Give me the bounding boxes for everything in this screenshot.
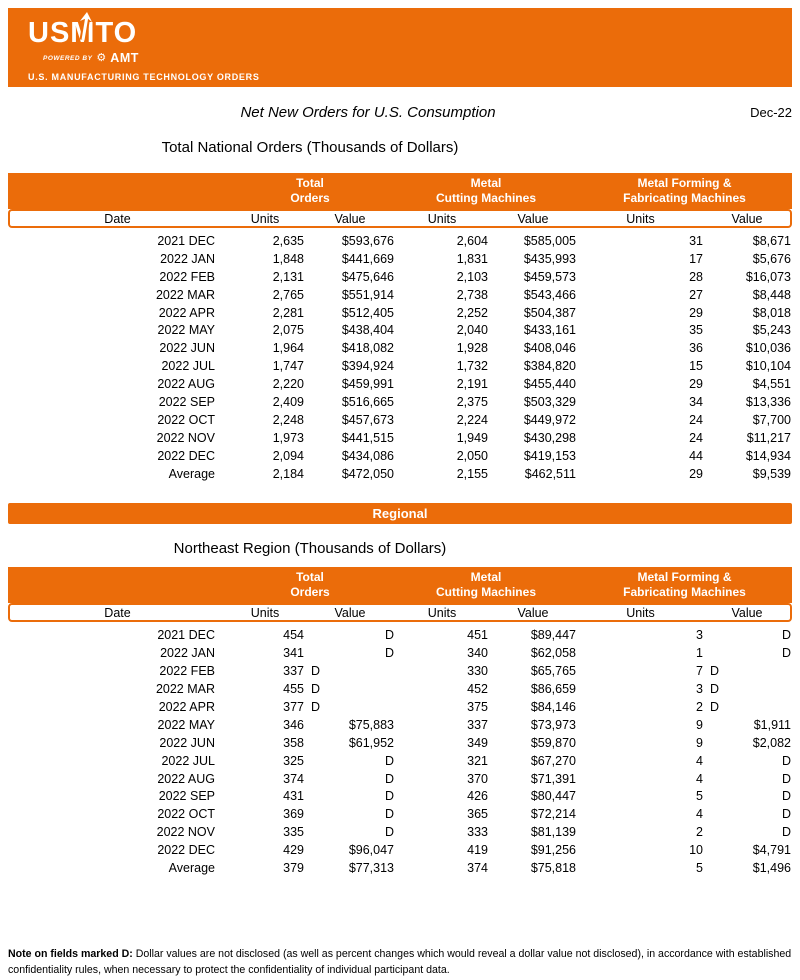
value-cell: $438,404 [341,323,394,338]
value-cell: 36 [689,341,703,356]
northeast-section-title: Northeast Region (Thousands of Dollars) [173,540,447,558]
value-cell: D [781,807,791,822]
value-cell: $91,256 [530,843,576,858]
table-row [8,321,792,339]
table-row [8,841,792,859]
value-cell: $67,270 [530,753,576,768]
value-cell: 369 [283,807,304,822]
value-cell: $16,073 [745,269,791,284]
group-header-metal-cutting [395,176,577,209]
value-cell: 2,375 [456,394,488,409]
value-cell: 4 [696,771,703,786]
date-cell: 2022 FEB [159,269,215,284]
column-header-units: Units [427,605,457,620]
group-header-line: Total [296,570,324,585]
table-row [8,770,792,788]
value-cell: $5,243 [752,323,791,338]
value-cell: $77,313 [348,860,394,875]
date-cell: 2022 SEP [158,394,215,409]
value-cell: $419,153 [523,448,576,463]
column-header-units: Units [626,605,655,620]
value-cell: 2,409 [272,394,304,409]
value-cell: 2,220 [272,377,304,392]
national-table-rows [8,228,792,482]
logo-arrow-icon [75,10,95,42]
value-cell: $71,391 [530,771,576,786]
date-cell: 2022 AUG [157,377,215,392]
value-cell: D [781,628,791,643]
group-header-line: Orders [290,191,330,205]
table-row [8,268,792,286]
table-group-header [8,567,792,603]
value-cell: $384,820 [523,359,576,374]
value-cell: $89,447 [530,628,576,643]
northeast-table-rows [8,622,792,876]
value-cell: 15 [689,359,703,374]
value-cell: 2,248 [272,412,304,427]
group-header-metal-forming [577,570,792,603]
value-cell: 2,635 [272,233,304,248]
table-row [8,339,792,357]
value-cell: 5 [696,860,703,875]
footnote-text: Dollar values are not disclosed (as well as percent changes which would reveal a dollar value not disclosed), in accordance with established confidentiality rules, when necessary to protect the confidentiality of individual participant data. [8,947,792,976]
usmto-logo [28,19,137,48]
value-cell: D [781,646,791,661]
value-cell: 375 [467,699,488,714]
national-orders-table [8,173,792,482]
value-cell: 2,094 [272,448,304,463]
value-cell: D [384,628,394,643]
value-cell: $84,146 [530,699,576,714]
value-cell: $449,972 [523,412,576,427]
value-cell: 337 [283,664,304,679]
table-column-header-row [8,209,792,228]
value-cell: 1,973 [272,430,304,445]
table-row [8,716,792,734]
column-header-units: Units [250,605,280,620]
value-cell: D [710,682,720,697]
value-cell: 1,928 [456,341,488,356]
value-cell: 346 [283,717,304,732]
value-cell: D [384,771,394,786]
date-cell: 2022 NOV [156,430,215,445]
column-header-value: Value [517,605,549,620]
value-cell: 374 [467,860,488,875]
date-cell: Average [168,860,215,875]
group-header-metal-forming [577,176,792,209]
table-row [8,680,792,698]
table-row [8,375,792,393]
date-cell: 2022 FEB [159,664,215,679]
value-cell: 2,191 [456,377,488,392]
group-header-line: Metal Forming & [637,570,732,585]
table-group-header [8,173,792,209]
value-cell: 2,765 [272,287,304,302]
value-cell: 9 [696,717,703,732]
value-cell: 365 [467,807,488,822]
northeast-region-table [8,567,792,876]
value-cell: 341 [283,646,304,661]
value-cell: $593,676 [341,233,394,248]
value-cell: 17 [689,251,703,266]
date-cell: 2022 MAR [155,287,215,302]
value-cell: $4,551 [752,377,791,392]
table-row [8,859,792,877]
value-cell: 1,949 [456,430,488,445]
table-row [8,465,792,483]
value-cell: D [781,825,791,840]
value-cell: D [311,699,321,714]
value-cell: 7 [696,664,703,679]
value-cell: $7,700 [752,412,791,427]
value-cell: $14,934 [745,448,791,463]
value-cell: 29 [689,305,703,320]
value-cell: 2,103 [456,269,488,284]
value-cell: $86,659 [530,682,576,697]
value-cell: $433,161 [523,323,576,338]
value-cell: 330 [467,664,488,679]
table-row [8,393,792,411]
group-header-spacer [8,570,225,603]
date-cell: 2022 APR [158,305,215,320]
group-header-metal-cutting [395,570,577,603]
value-cell: 379 [283,860,304,875]
date-cell: 2022 OCT [157,807,215,822]
date-cell: 2021 DEC [157,233,215,248]
value-cell: D [710,699,720,714]
table-row [8,429,792,447]
table-row [8,626,792,644]
value-cell: 4 [696,753,703,768]
value-cell: $475,646 [341,269,394,284]
value-cell: 340 [467,646,488,661]
value-cell: $430,298 [523,430,576,445]
value-cell: 325 [283,753,304,768]
value-cell: $503,329 [523,394,576,409]
value-cell: 27 [689,287,703,302]
value-cell: $543,466 [523,287,576,302]
document-title-row [8,104,792,122]
value-cell: $59,870 [530,735,576,750]
column-header-value: Value [731,605,763,620]
group-header-spacer [8,176,225,209]
value-cell: $61,952 [348,735,394,750]
table-row [8,805,792,823]
group-header-line: Metal [470,570,502,585]
table-row [8,232,792,250]
date-cell: 2022 AUG [157,771,215,786]
value-cell: 2,050 [456,448,488,463]
footnote-lead: Note on fields marked D: [8,947,133,960]
column-header-value: Value [731,211,763,226]
value-cell: $434,086 [341,448,394,463]
column-header-value: Value [517,211,549,226]
value-cell: 2,075 [272,323,304,338]
value-cell: 2,131 [272,269,304,284]
table-row [8,823,792,841]
value-cell: $1,911 [753,717,791,732]
regional-banner: Regional [8,503,792,524]
value-cell: 321 [467,753,488,768]
value-cell: $435,993 [523,251,576,266]
table-row [8,734,792,752]
value-cell: 426 [467,789,488,804]
value-cell: $585,005 [523,233,576,248]
value-cell: $75,883 [348,717,394,732]
table-row [8,286,792,304]
date-cell: 2022 JUL [161,753,215,768]
value-cell: $459,573 [523,269,576,284]
value-cell: $441,515 [341,430,394,445]
value-cell: 31 [689,233,703,248]
value-cell: $10,036 [745,341,791,356]
value-cell: $551,914 [341,287,394,302]
value-cell: 370 [467,771,488,786]
value-cell: $455,440 [523,377,576,392]
date-cell: 2022 JAN [160,251,215,266]
value-cell: 10 [689,843,703,858]
table-row [8,447,792,465]
date-cell: 2022 JAN [160,646,215,661]
table-row [8,662,792,680]
value-cell: 2,040 [456,323,488,338]
value-cell: 1,848 [272,251,304,266]
table-column-header-row [8,603,792,622]
column-header-units: Units [626,211,655,226]
value-cell: $62,058 [530,646,576,661]
value-cell: 5 [696,789,703,804]
group-header-line: Fabricating Machines [623,585,746,600]
value-cell: $11,217 [746,430,791,445]
value-cell: D [384,825,394,840]
table-row [8,752,792,770]
value-cell: 337 [467,717,488,732]
value-cell: 431 [283,789,304,804]
value-cell: 1 [696,646,703,661]
value-cell: 24 [689,412,703,427]
value-cell: 1,747 [272,359,304,374]
group-header-total-orders [225,176,395,209]
value-cell: 3 [696,628,703,643]
value-cell: 2,184 [272,466,304,481]
amt-logo-text: AMT [110,51,139,65]
date-cell: 2022 MAY [157,717,215,732]
value-cell: 377 [283,699,304,714]
value-cell: $457,673 [341,412,394,427]
value-cell: D [781,789,791,804]
value-cell: 333 [467,825,488,840]
value-cell: 335 [283,825,304,840]
value-cell: 29 [689,466,703,481]
value-cell: 35 [689,323,703,338]
column-header-value: Value [334,211,366,226]
date-cell: Average [168,466,215,481]
value-cell: 374 [283,771,304,786]
date-cell: 2022 NOV [156,825,215,840]
value-cell: 3 [696,682,703,697]
value-cell: $472,050 [341,466,394,481]
usmto-logo-text: USMTO [28,17,138,49]
group-header-line: Total [296,176,324,190]
value-cell: 24 [689,430,703,445]
value-cell: $5,676 [752,251,791,266]
date-cell: 2022 DEC [157,843,215,858]
value-cell: 452 [467,682,488,697]
value-cell: 358 [283,735,304,750]
value-cell: $80,447 [530,789,576,804]
value-cell: $459,991 [341,377,394,392]
value-cell: 44 [689,448,703,463]
value-cell: $73,973 [530,717,576,732]
value-cell: D [781,771,791,786]
value-cell: $96,047 [348,843,394,858]
value-cell: $8,671 [752,233,791,248]
group-header-line: Orders [290,585,330,600]
value-cell: $4,791 [752,843,791,858]
column-header-units: Units [427,211,457,226]
value-cell: $2,082 [752,735,791,750]
group-header-total-orders [225,570,395,603]
column-header-date: Date [104,605,131,620]
document-title: Net New Orders for U.S. Consumption [240,104,496,121]
value-cell: $408,046 [523,341,576,356]
date-cell: 2021 DEC [157,628,215,643]
value-cell: 2,224 [456,412,488,427]
value-cell: $81,139 [530,825,576,840]
value-cell: $394,924 [341,359,394,374]
date-cell: 2022 JUL [161,359,215,374]
value-cell: 1,964 [272,341,304,356]
amt-gear-icon: ⚙ [96,51,107,64]
value-cell: D [384,789,394,804]
value-cell: $462,511 [524,466,576,481]
value-cell: D [384,646,394,661]
value-cell: 429 [283,843,304,858]
date-cell: 2022 JUN [159,735,215,750]
value-cell: 2,738 [456,287,488,302]
date-cell: 2022 SEP [158,789,215,804]
column-header-units: Units [250,211,280,226]
value-cell: D [311,664,321,679]
value-cell: $1,496 [752,860,791,875]
value-cell: D [710,664,720,679]
group-header-line: Metal Forming & [637,176,732,190]
value-cell: 2,604 [456,233,488,248]
group-header-line: Metal [470,176,502,190]
table-row [8,698,792,716]
value-cell: $13,336 [745,394,791,409]
value-cell: $516,665 [341,394,394,409]
value-cell: D [384,807,394,822]
value-cell: 2 [696,699,703,714]
group-header-line: Cutting Machines [435,191,536,205]
table-row [8,787,792,805]
date-cell: 2022 JUN [159,341,215,356]
value-cell: D [384,753,394,768]
value-cell: $75,818 [530,860,576,875]
value-cell: 2 [696,825,703,840]
column-header-date: Date [104,211,131,226]
value-cell: $8,448 [752,287,791,302]
value-cell: 455 [283,682,304,697]
national-section-title: Total National Orders (Thousands of Dollars) [161,139,459,156]
table-row [8,644,792,662]
date-cell: 2022 MAR [155,682,215,697]
value-cell: 2,252 [456,305,488,320]
column-header-value: Value [334,605,366,620]
date-cell: 2022 OCT [157,412,215,427]
powered-by-label: POWERED BY [43,54,93,62]
report-page [8,8,792,979]
table-row [8,357,792,375]
value-cell: 454 [283,628,304,643]
value-cell: 2,155 [456,466,488,481]
table-row [8,411,792,429]
disclosure-footnote [8,947,792,979]
group-header-line: Fabricating Machines [623,191,746,205]
value-cell: D [781,753,791,768]
value-cell: 419 [467,843,488,858]
powered-by [43,51,792,65]
report-date: Dec-22 [750,105,792,120]
value-cell: 34 [689,394,703,409]
date-cell: 2022 DEC [157,448,215,463]
value-cell: 1,831 [456,251,488,266]
value-cell: $8,018 [752,305,791,320]
value-cell: $441,669 [341,251,394,266]
date-cell: 2022 MAY [157,323,215,338]
group-header-line: Cutting Machines [435,585,536,600]
value-cell: 4 [696,807,703,822]
value-cell: $512,405 [341,305,394,320]
value-cell: 29 [689,377,703,392]
value-cell: 2,281 [272,305,304,320]
value-cell: $10,104 [745,359,791,374]
value-cell: $72,214 [530,807,576,822]
value-cell: 28 [689,269,703,284]
value-cell: 9 [696,735,703,750]
brand-tagline: U.S. MANUFACTURING TECHNOLOGY ORDERS [28,72,260,82]
value-cell: 451 [467,628,488,643]
table-row [8,250,792,268]
value-cell: $504,387 [523,305,576,320]
value-cell: D [311,682,321,697]
value-cell: $418,082 [341,341,394,356]
value-cell: 349 [467,735,488,750]
date-cell: 2022 APR [158,699,215,714]
value-cell: $65,765 [530,664,576,679]
value-cell: 1,732 [456,359,488,374]
table-row [8,304,792,322]
value-cell: $9,539 [752,466,791,481]
brand-banner [8,8,792,87]
